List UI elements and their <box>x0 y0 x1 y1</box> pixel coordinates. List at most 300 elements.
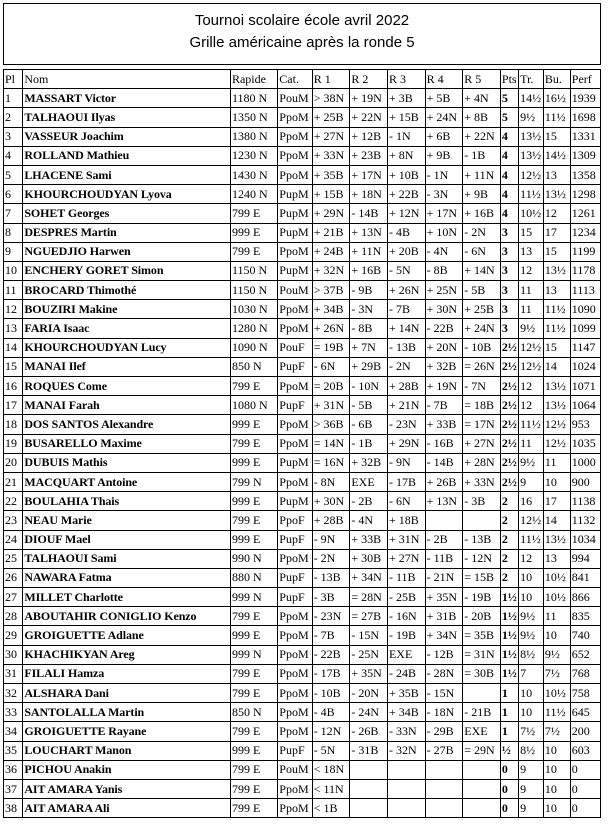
cell-name: AIT AMARA Ali <box>23 799 231 818</box>
cell-performance: 1132 <box>570 511 600 530</box>
cell-round-2: - 8B <box>350 319 388 338</box>
cell-round-5: - 1B <box>463 146 501 165</box>
cell-points: 2½ <box>500 377 518 396</box>
cell-place: 29 <box>4 626 23 645</box>
cell-rapid-rating: 799 E <box>230 684 277 703</box>
cell-category: PpoM <box>278 684 312 703</box>
table-row <box>4 204 601 223</box>
cell-round-3 <box>387 760 425 779</box>
cell-tiebreak-tr: 9½ <box>519 453 544 472</box>
cell-round-4: - 28N <box>425 664 463 683</box>
cell-tiebreak-tr: 9½ <box>519 626 544 645</box>
cell-round-2: - 10N <box>350 377 388 396</box>
cell-points: 4 <box>500 204 518 223</box>
cell-round-2: = 27B <box>350 607 388 626</box>
cell-category: PpoM <box>278 108 312 127</box>
cell-category: PpoF <box>278 511 312 530</box>
cell-place: 16 <box>4 377 23 396</box>
cell-place: 33 <box>4 703 23 722</box>
cell-round-3: + 10B <box>387 165 425 184</box>
cell-round-5: + 33N <box>463 472 501 491</box>
cell-round-5 <box>463 779 501 798</box>
cell-category: PupM <box>278 492 312 511</box>
cell-round-1: = 14N <box>312 434 350 453</box>
cell-round-3: - 1N <box>387 127 425 146</box>
cell-round-4: - 12B <box>425 645 463 664</box>
cell-performance: 953 <box>570 415 600 434</box>
cell-name: ROLLAND Mathieu <box>23 146 231 165</box>
cell-name: PICHOU Anakin <box>23 760 231 779</box>
cell-round-4: - 21N <box>425 568 463 587</box>
cell-round-1: + 31N <box>312 396 350 415</box>
table-row <box>4 127 601 146</box>
cell-round-1: - 9N <box>312 530 350 549</box>
cell-round-5: + 4N <box>463 89 501 108</box>
cell-name: SOHET Georges <box>23 204 231 223</box>
cell-round-1: = 16N <box>312 453 350 472</box>
cell-round-4: - 8B <box>425 261 463 280</box>
cell-tiebreak-bu: 10 <box>543 799 570 818</box>
cell-tiebreak-bu: 13½ <box>543 396 570 415</box>
cell-performance: 1138 <box>570 492 600 511</box>
cell-performance: 1000 <box>570 453 600 472</box>
cell-points: 3 <box>500 319 518 338</box>
cell-points: 1 <box>500 703 518 722</box>
cell-tiebreak-tr: 10 <box>519 684 544 703</box>
table-row <box>4 261 601 280</box>
cell-tiebreak-bu: 11½ <box>543 300 570 319</box>
table-row <box>4 760 601 779</box>
cell-tiebreak-tr: 11 <box>519 281 544 300</box>
cell-category: PouM <box>278 760 312 779</box>
cell-tiebreak-tr: 8½ <box>519 741 544 760</box>
cell-round-5: + 25B <box>463 300 501 319</box>
cell-tiebreak-tr: 10½ <box>519 204 544 223</box>
cell-performance: 1090 <box>570 300 600 319</box>
cell-round-1: + 27N <box>312 127 350 146</box>
cell-tiebreak-bu: 12½ <box>543 415 570 434</box>
cell-round-2: - 25N <box>350 645 388 664</box>
cell-rapid-rating: 999 E <box>230 492 277 511</box>
cell-category: PpoM <box>278 242 312 261</box>
cell-round-4: - 3N <box>425 185 463 204</box>
cell-name: LHACENE Sami <box>23 165 231 184</box>
cell-category: PpoM <box>278 722 312 741</box>
cell-points: 1½ <box>500 664 518 683</box>
table-row <box>4 319 601 338</box>
cell-round-2: + 22N <box>350 108 388 127</box>
cell-round-3: - 16N <box>387 607 425 626</box>
cell-rapid-rating: 799 E <box>230 722 277 741</box>
cell-round-4: + 10N <box>425 223 463 242</box>
cell-tiebreak-bu: 12 <box>543 204 570 223</box>
cell-points: 2½ <box>500 338 518 357</box>
cell-rapid-rating: 799 E <box>230 799 277 818</box>
table-row <box>4 300 601 319</box>
cell-tiebreak-tr: 13½ <box>519 146 544 165</box>
cell-round-3: - 7B <box>387 300 425 319</box>
cell-round-1: + 29N <box>312 204 350 223</box>
cell-performance: 645 <box>570 703 600 722</box>
cell-round-1: - 13B <box>312 568 350 587</box>
cell-round-2: + 32B <box>350 453 388 472</box>
cell-tiebreak-tr: 9½ <box>519 319 544 338</box>
cell-category: PupF <box>278 588 312 607</box>
cell-round-4: - 18N <box>425 703 463 722</box>
cell-place: 20 <box>4 453 23 472</box>
table-row <box>4 741 601 760</box>
cell-round-5: + 8B <box>463 108 501 127</box>
cell-points: 2 <box>500 511 518 530</box>
cell-rapid-rating: 999 E <box>230 415 277 434</box>
cell-performance: 603 <box>570 741 600 760</box>
cell-performance: 740 <box>570 626 600 645</box>
cell-points: 2½ <box>500 434 518 453</box>
cell-round-4: + 30N <box>425 300 463 319</box>
cell-points: 2½ <box>500 453 518 472</box>
cell-tiebreak-tr: 12 <box>519 377 544 396</box>
cell-tiebreak-bu: 9½ <box>543 645 570 664</box>
cell-round-3: - 4B <box>387 223 425 242</box>
cell-place: 22 <box>4 492 23 511</box>
cell-name: ROQUES Come <box>23 377 231 396</box>
cell-tiebreak-bu: 14 <box>543 357 570 376</box>
header-name: Nom <box>23 70 231 89</box>
cell-round-5: - 10B <box>463 338 501 357</box>
cell-tiebreak-tr: 11 <box>519 434 544 453</box>
cell-tiebreak-tr: 10 <box>519 568 544 587</box>
table-row <box>4 396 601 415</box>
cell-tiebreak-tr: 12½ <box>519 165 544 184</box>
cell-tiebreak-bu: 10 <box>543 741 570 760</box>
cell-round-2 <box>350 760 388 779</box>
cell-tiebreak-tr: 11½ <box>519 185 544 204</box>
cell-round-5: - 3B <box>463 492 501 511</box>
cell-category: PupF <box>278 741 312 760</box>
cell-place: 38 <box>4 799 23 818</box>
cell-performance: 1071 <box>570 377 600 396</box>
cell-performance: 1261 <box>570 204 600 223</box>
cell-place: 4 <box>4 146 23 165</box>
cell-place: 3 <box>4 127 23 146</box>
cell-points: 2 <box>500 549 518 568</box>
cell-category: PpoM <box>278 319 312 338</box>
cell-round-3: + 15B <box>387 108 425 127</box>
cell-name: ABOUTAHIR CONIGLIO Kenzo <box>23 607 231 626</box>
cell-tiebreak-tr: 10 <box>519 703 544 722</box>
cell-round-1: < 1B <box>312 799 350 818</box>
table-row <box>4 146 601 165</box>
cell-round-2: + 11N <box>350 242 388 261</box>
tournament-title: Tournoi scolaire école avril 2022 <box>194 12 410 29</box>
cell-round-2: - 15N <box>350 626 388 645</box>
cell-rapid-rating: 799 E <box>230 204 277 223</box>
table-row <box>4 472 601 491</box>
cell-round-3: + 31N <box>387 530 425 549</box>
cell-place: 32 <box>4 684 23 703</box>
cell-round-5: = 29N <box>463 741 501 760</box>
cell-round-1: < 11N <box>312 779 350 798</box>
cell-performance: 1034 <box>570 530 600 549</box>
table-row <box>4 722 601 741</box>
cell-rapid-rating: 799 E <box>230 664 277 683</box>
cell-name: KHACHIKYAN Areg <box>23 645 231 664</box>
cell-tiebreak-bu: 15 <box>543 242 570 261</box>
cell-tiebreak-tr: 7½ <box>519 722 544 741</box>
cell-category: PpoM <box>278 146 312 165</box>
table-row <box>4 108 601 127</box>
cell-place: 17 <box>4 396 23 415</box>
cell-category: PpoM <box>278 434 312 453</box>
cell-rapid-rating: 990 N <box>230 549 277 568</box>
cell-round-1: - 17B <box>312 664 350 683</box>
cell-round-3: + 18B <box>387 511 425 530</box>
cell-round-1: + 33N <box>312 146 350 165</box>
cell-place: 35 <box>4 741 23 760</box>
cell-round-1: + 35B <box>312 165 350 184</box>
cell-rapid-rating: 1350 N <box>230 108 277 127</box>
header-round-3: R 3 <box>387 70 425 89</box>
cell-name: KHOURCHOUDYAN Lyova <box>23 185 231 204</box>
cell-tiebreak-bu: 11½ <box>543 703 570 722</box>
cell-round-4 <box>425 760 463 779</box>
cell-place: 13 <box>4 319 23 338</box>
cell-round-2: + 29B <box>350 357 388 376</box>
cell-round-5: - 20B <box>463 607 501 626</box>
cell-tiebreak-bu: 15 <box>543 338 570 357</box>
cell-category: PpoM <box>278 165 312 184</box>
cell-round-1: = 19B <box>312 338 350 357</box>
cell-round-5 <box>463 799 501 818</box>
table-row <box>4 588 601 607</box>
cell-round-1: + 26N <box>312 319 350 338</box>
table-body <box>4 89 601 818</box>
cell-round-3: + 3B <box>387 89 425 108</box>
cell-name: NAWARA Fatma <box>23 568 231 587</box>
cell-round-1: + 21B <box>312 223 350 242</box>
header-row <box>4 70 601 89</box>
cell-performance: 1358 <box>570 165 600 184</box>
cell-name: GROIGUETTE Rayane <box>23 722 231 741</box>
cell-tiebreak-bu: 17 <box>543 492 570 511</box>
cell-place: 27 <box>4 588 23 607</box>
cell-rapid-rating: 999 E <box>230 626 277 645</box>
table-row <box>4 165 601 184</box>
cell-rapid-rating: 799 E <box>230 779 277 798</box>
header-round-2: R 2 <box>350 70 388 89</box>
cell-round-4: + 32B <box>425 357 463 376</box>
cell-round-4: - 14B <box>425 453 463 472</box>
cell-round-3: - 25B <box>387 588 425 607</box>
cell-round-5: + 14N <box>463 261 501 280</box>
cell-performance: 1939 <box>570 89 600 108</box>
cell-name: TALHAOUI Sami <box>23 549 231 568</box>
cell-place: 10 <box>4 261 23 280</box>
cell-round-5: + 27N <box>463 434 501 453</box>
table-row <box>4 89 601 108</box>
cell-category: PupF <box>278 396 312 415</box>
cell-round-2: + 17N <box>350 165 388 184</box>
cell-place: 34 <box>4 722 23 741</box>
cell-round-2: + 33B <box>350 530 388 549</box>
cell-round-3: + 35B <box>387 684 425 703</box>
cell-rapid-rating: 1230 N <box>230 146 277 165</box>
cell-rapid-rating: 850 N <box>230 357 277 376</box>
cell-category: PouF <box>278 338 312 357</box>
cell-tiebreak-bu: 13½ <box>543 261 570 280</box>
cell-place: 6 <box>4 185 23 204</box>
cell-category: PpoM <box>278 645 312 664</box>
cell-round-1: - 7B <box>312 626 350 645</box>
cell-round-5: + 28N <box>463 453 501 472</box>
cell-round-3: + 20B <box>387 242 425 261</box>
cell-category: PupF <box>278 530 312 549</box>
cell-tiebreak-bu: 10½ <box>543 588 570 607</box>
cell-tiebreak-tr: 12½ <box>519 511 544 530</box>
cell-points: 2 <box>500 568 518 587</box>
cell-rapid-rating: 999 N <box>230 645 277 664</box>
cell-rapid-rating: 1280 N <box>230 319 277 338</box>
cell-performance: 0 <box>570 760 600 779</box>
cell-round-4 <box>425 511 463 530</box>
cell-rapid-rating: 999 N <box>230 588 277 607</box>
cell-round-3: - 2N <box>387 357 425 376</box>
cell-round-2 <box>350 779 388 798</box>
cell-points: 4 <box>500 165 518 184</box>
cell-category: PpoM <box>278 799 312 818</box>
cell-name: ALSHARA Dani <box>23 684 231 703</box>
cell-performance: 1199 <box>570 242 600 261</box>
cell-points: 3 <box>500 261 518 280</box>
cell-tiebreak-tr: 12 <box>519 396 544 415</box>
cell-round-2: + 34N <box>350 568 388 587</box>
cell-category: PupM <box>278 223 312 242</box>
cell-rapid-rating: 1030 N <box>230 300 277 319</box>
cell-round-2: - 2B <box>350 492 388 511</box>
cell-round-3: - 32N <box>387 741 425 760</box>
cell-rapid-rating: 1180 N <box>230 89 277 108</box>
cell-round-4: - 2B <box>425 530 463 549</box>
cell-name: GROIGUETTE Adlane <box>23 626 231 645</box>
table-row <box>4 357 601 376</box>
cell-round-1: - 12N <box>312 722 350 741</box>
cell-round-2: + 12B <box>350 127 388 146</box>
cell-points: 1½ <box>500 645 518 664</box>
table-row <box>4 664 601 683</box>
cell-points: 0 <box>500 779 518 798</box>
cell-performance: 1099 <box>570 319 600 338</box>
cell-round-5: = 35B <box>463 626 501 645</box>
cell-round-3: - 11B <box>387 568 425 587</box>
cell-tiebreak-bu: 13 <box>543 165 570 184</box>
cell-place: 5 <box>4 165 23 184</box>
cell-round-1: > 38N <box>312 89 350 108</box>
cell-tiebreak-bu: 13 <box>543 281 570 300</box>
cell-round-2: + 13N <box>350 223 388 242</box>
cell-performance: 1024 <box>570 357 600 376</box>
cell-place: 1 <box>4 89 23 108</box>
cell-round-5: = 18B <box>463 396 501 415</box>
cell-round-4: - 29B <box>425 722 463 741</box>
cell-round-2: - 1B <box>350 434 388 453</box>
cell-round-4: + 33B <box>425 415 463 434</box>
cell-points: 3 <box>500 281 518 300</box>
cell-place: 18 <box>4 415 23 434</box>
cell-name: MILLET Charlotte <box>23 588 231 607</box>
cell-category: PpoM <box>278 549 312 568</box>
cell-category: PpoM <box>278 377 312 396</box>
cell-round-3: + 21N <box>387 396 425 415</box>
cell-round-3: + 34B <box>387 703 425 722</box>
table-row <box>4 377 601 396</box>
cell-round-5: = 30B <box>463 664 501 683</box>
cell-round-1: = 20B <box>312 377 350 396</box>
cell-round-3 <box>387 779 425 798</box>
cell-tiebreak-bu: 17 <box>543 223 570 242</box>
header-round-4: R 4 <box>425 70 463 89</box>
cell-category: PupF <box>278 568 312 587</box>
cell-category: PpoM <box>278 664 312 683</box>
cell-round-2: + 30B <box>350 549 388 568</box>
cell-rapid-rating: 1240 N <box>230 185 277 204</box>
header-round-5: R 5 <box>463 70 501 89</box>
cell-tiebreak-bu: 10 <box>543 626 570 645</box>
cell-round-5: = 17N <box>463 415 501 434</box>
table-row <box>4 511 601 530</box>
cell-round-3 <box>387 799 425 818</box>
cell-tiebreak-tr: 9½ <box>519 108 544 127</box>
cell-round-3: - 24B <box>387 664 425 683</box>
cell-round-5: - 5B <box>463 281 501 300</box>
cell-round-5 <box>463 684 501 703</box>
cell-tiebreak-tr: 13½ <box>519 127 544 146</box>
cell-round-5: - 6N <box>463 242 501 261</box>
cell-round-2: + 35N <box>350 664 388 683</box>
cell-performance: 768 <box>570 664 600 683</box>
cell-performance: 841 <box>570 568 600 587</box>
cell-round-3: + 27N <box>387 549 425 568</box>
cell-round-4: - 4N <box>425 242 463 261</box>
cell-tiebreak-tr: 9 <box>519 760 544 779</box>
table-row <box>4 242 601 261</box>
cell-tiebreak-tr: 9 <box>519 472 544 491</box>
cell-tiebreak-tr: 14½ <box>519 89 544 108</box>
cell-round-3: + 22B <box>387 185 425 204</box>
cell-round-3: - 6N <box>387 492 425 511</box>
cell-round-2: + 19N <box>350 89 388 108</box>
cell-round-2: + 18N <box>350 185 388 204</box>
cell-round-3: - 13B <box>387 338 425 357</box>
cell-performance: 1298 <box>570 185 600 204</box>
cell-points: 2½ <box>500 415 518 434</box>
cell-round-4: - 7B <box>425 396 463 415</box>
cell-points: 1½ <box>500 588 518 607</box>
cell-round-4: + 24N <box>425 108 463 127</box>
cell-round-2: - 3N <box>350 300 388 319</box>
cell-points: 2½ <box>500 472 518 491</box>
cell-round-1: - 3B <box>312 588 350 607</box>
cell-performance: 0 <box>570 799 600 818</box>
table-row <box>4 530 601 549</box>
cell-points: ½ <box>500 741 518 760</box>
cell-category: PupF <box>278 357 312 376</box>
table-row <box>4 338 601 357</box>
cell-points: 0 <box>500 760 518 779</box>
table-row <box>4 492 601 511</box>
cell-category: PpoM <box>278 607 312 626</box>
cell-round-2: - 5B <box>350 396 388 415</box>
cell-round-1: + 15B <box>312 185 350 204</box>
